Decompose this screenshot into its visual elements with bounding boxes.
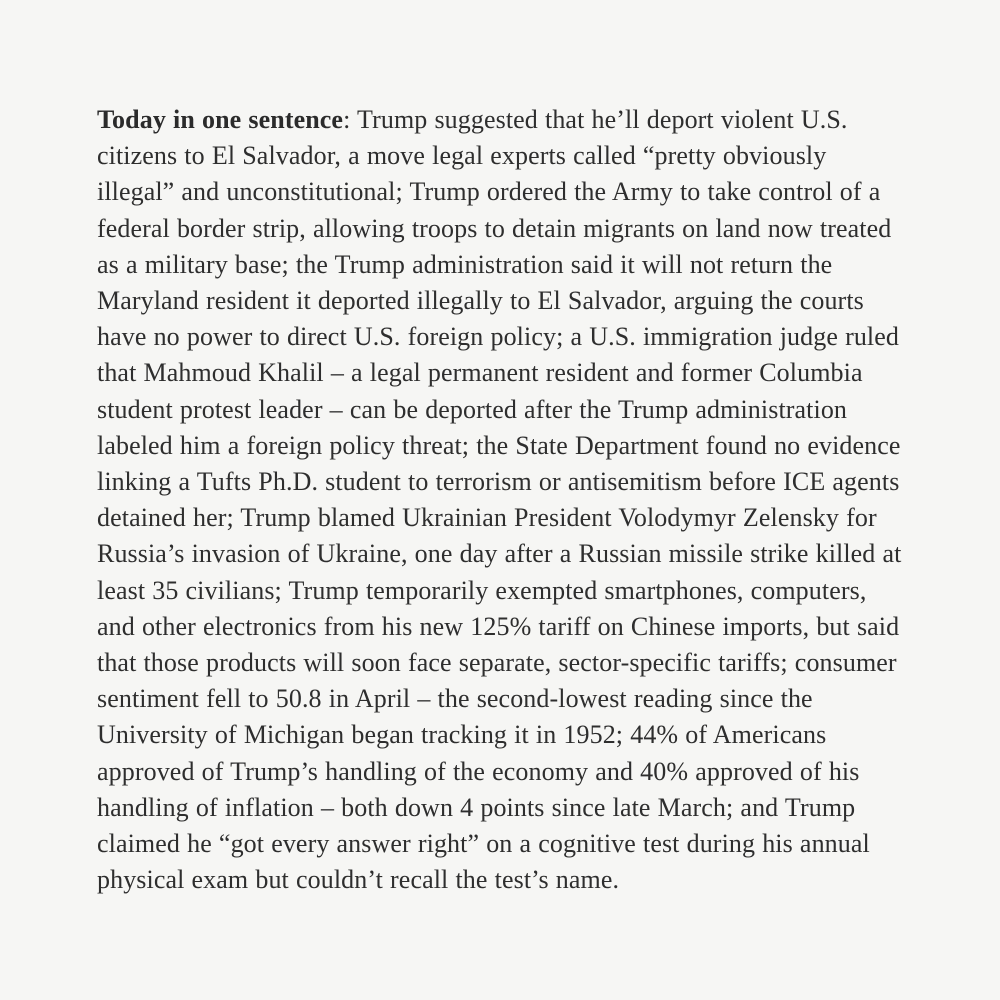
summary-body-text: : Trump suggested that he’ll deport violent U.S. citizens to El Salvador, a move legal experts called “pretty obviously illegal” and unconstitutional; Trump ordered the Army to take control of a federal border strip, allowing troops to detain migrants on land now treated as a military base; the Trump administration said it will not return the Maryland resident it deported illegally to El Salvador, arguing the courts have no power to direct U.S. foreign policy; a U.S. immigration judge ruled that Mahmoud Khalil – a legal permanent resident and former Columbia student protest leader – can be deported after the Trump administration labeled him a foreign policy threat; the State Department found no evidence linking a Tufts Ph.D. student to terrorism or antisemitism before ICE agents detained her; Trump blamed Ukrainian President Volodymyr Zelensky for Russia’s invasion of Ukraine, one day after a Russian missile strike killed at least 35 civilians; Trump temporarily exempted smartphones, computers, and other electronics from his new 125% tariff on Chinese imports, but said that those products will soon face separate, sector-specific tariffs; consumer sentiment fell to 50.8 in April – the second-lowest reading since the University of Michigan began tracking it in 1952; 44% of Americans approved of Trump’s handling of the economy and 40% approved of his handling of inflation – both down 4 points since late March; and Trump claimed he “got every answer right” on a cognitive test during his annual physical exam but couldn’t recall the test’s name. [97, 105, 902, 895]
daily-summary-paragraph [97, 102, 909, 898]
summary-lead-label: Today in one sentence [97, 105, 344, 134]
